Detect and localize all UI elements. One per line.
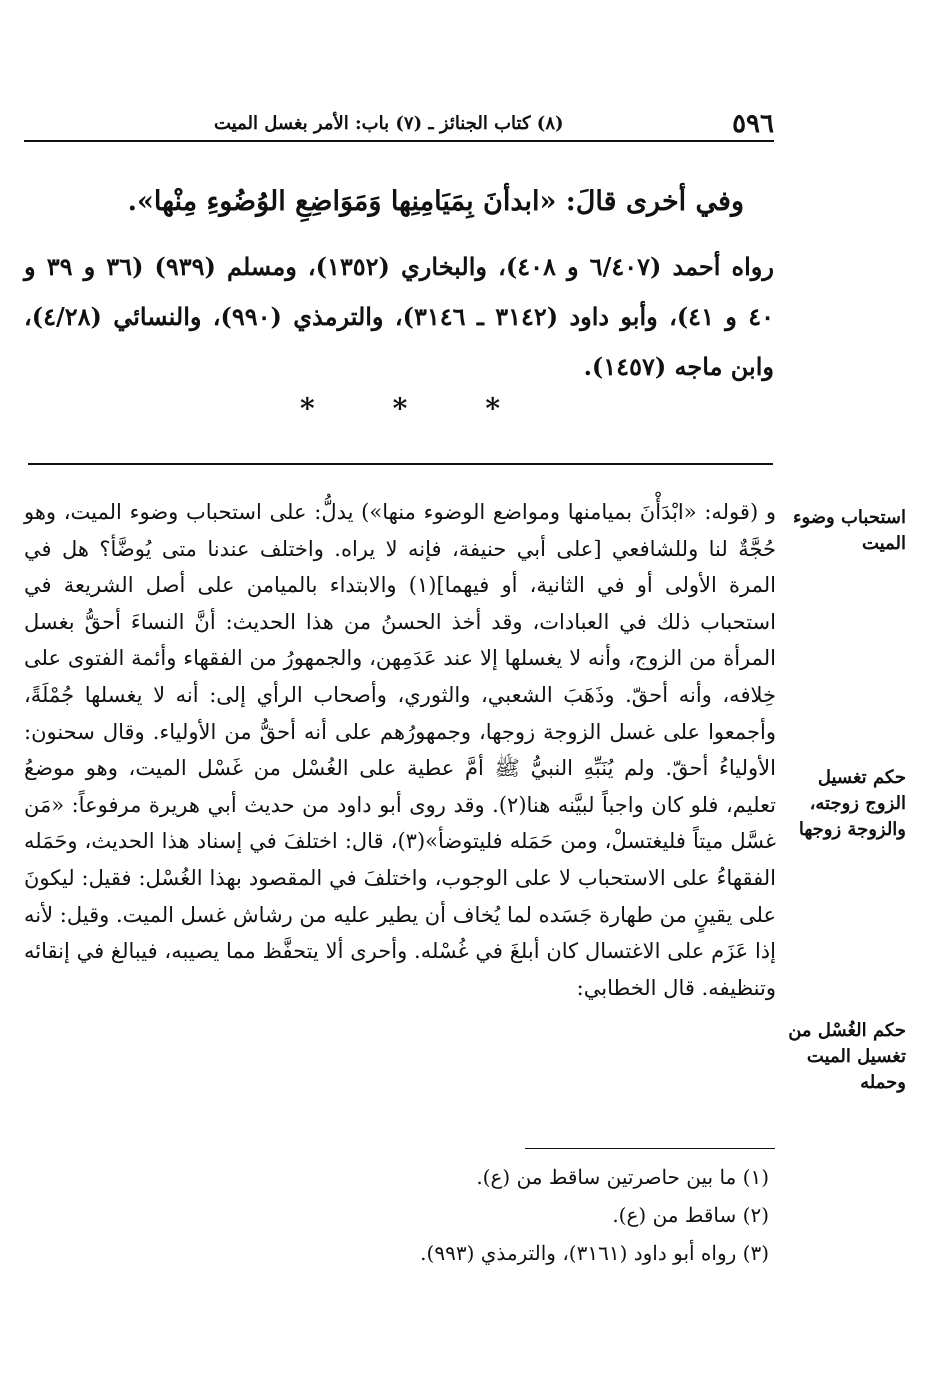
margin-note-spouse-washing: حكم تغسيل الزوج زوجته، والزوجة زوجها [798, 767, 906, 840]
footnote: (١) ما بين حاصرتين ساقط من (ع). [476, 1165, 769, 1189]
footnote-rule [525, 1148, 775, 1149]
separator-star: * [300, 392, 315, 425]
footnote: (٣) رواه أبو داود (٣١٦١)، والترمذي (٩٩٣). [420, 1241, 769, 1265]
hadith-text: وفي أخرى قالَ: «ابدأنَ بِمَيَامِنِها وَمَوَاضِعِ الوُضُوءِ مِنْها». [127, 186, 744, 217]
running-head: (٨) كتاب الجنائز ـ (٧) باب: الأمر بغسل الميت [214, 113, 564, 134]
page-header [24, 108, 774, 140]
takhrij-paragraph: رواه أحمد (٦/٤٠٧ و ٤٠٨)، والبخاري (١٣٥٢)، ومسلم (٩٣٩) (٣٦ و ٣٩ و ٤٠ و ٤١)، وأبو داود (٣١٤٢ ـ ٣١٤٦)، والترمذي (٩٩٠)، والنسائي (٤/٢٨)، وابن ماجه (١٤٥٧). [24, 252, 774, 381]
commentary-paragraph: و (قوله: «ابْدَأْنَ بميامنها ومواضع الوضوء منها») يدلُّ: على استحباب وضوء الميت، وهو حُجَّةٌ لنا وللشافعي [على أبي حنيفة، فإنه لا يراه. واختلف عندنا متى يُوضَّأ؟ هل في المرة الأولى أو في الثانية، أو فيهما](١) والابتداء بالميامن على أصل الشريعة في استحباب ذلك في العبادات، وقد أخذ الحسنُ من هذا الحديث: أنَّ النساءَ أحقُّ بغسل المرأة من الزوج، وأنه لا يغسلها إلا عند عَدَمِهن، والجمهورُ من الفقهاء وأئمة الفتوى على خِلافه، وأنه أحقّ. وذَهَبَ الشعبي، والثوري، وأصحاب الرأي إلى: أنه لا يغسلها جُمْلَةً، وأجمعوا على غسل الزوجة زوجها، وجمهورُهم على أنه أحقُّ من الأولياء. وقال سحنون: الأولياءُ أحقّ. ولم يُنَبِّهِ النبيُّ ﷺ أمَّ عطية على الغُسْل من غَسْل الميت، وهو موضعُ تعليم، فلو كان واجباً لبيَّنه هنا(٢). وقد روى أبو داود من حديث أبي هريرة مرفوعاً: «مَن غسَّل ميتاً فليغتسلْ، ومن حَمَله فليتوضأ»(٣)، قال: اختلفَ في إسناد هذا الحديث، وحَمَله الفقهاءُ على الاستحباب لا على الوجوب، واختلفَ في المقصود بهذا الغُسْل: فقيل: ليكونَ على يقينٍ من طهارة جَسَده لما يُخاف أن يطير عليه من رشاش غسل الميت. وقيل: لأنه إذا عَزَم على الاغتسال كان أبلغَ في غُسْله. وأحرى ألا يتحفَّظ مما يصيبه، فيبالغ في إنقائه وتنظيفه. قال الخطابي: [24, 500, 776, 1000]
margin-note-wudu: استحباب وضوء الميت [792, 507, 906, 554]
section-separator [300, 392, 500, 428]
footnote: (٢) ساقط من (ع). [612, 1203, 769, 1227]
page-number: ٥٩٦ [732, 109, 774, 139]
margin-note-ghusl: حكم الغُسْل من تغسيل الميت وحمله [788, 1020, 906, 1093]
separator-star: * [485, 392, 500, 425]
separator-star: * [392, 392, 408, 425]
footnotes [24, 1158, 769, 1272]
header-rule [24, 140, 774, 142]
section-rule [28, 463, 773, 465]
